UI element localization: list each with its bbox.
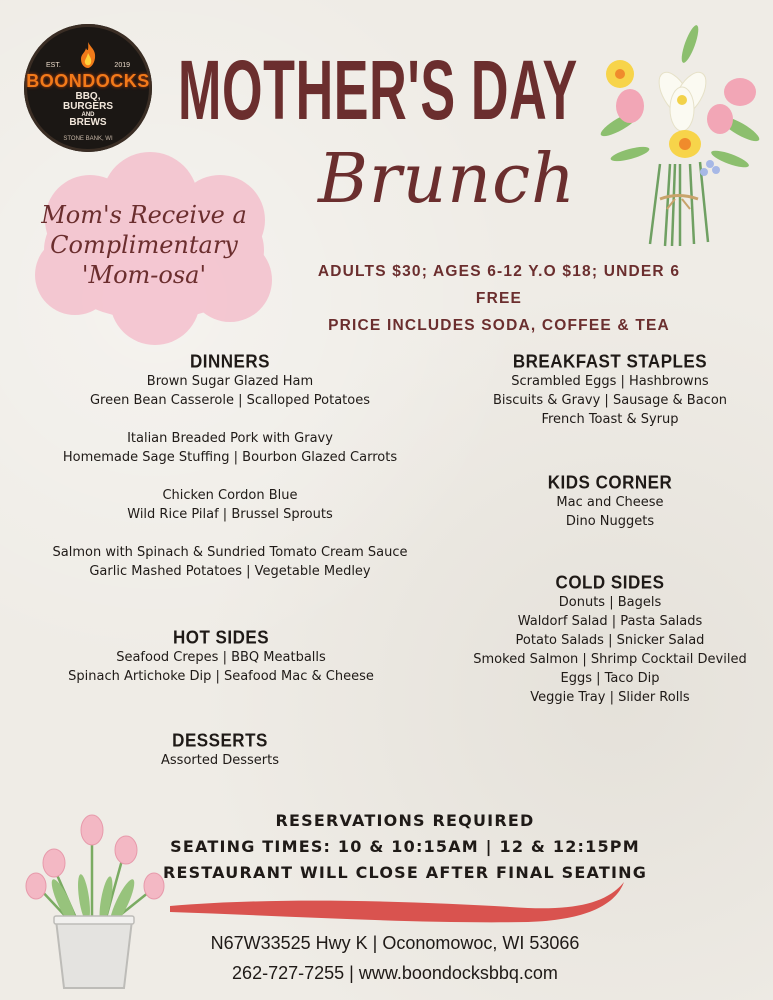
menu-item: Waldorf Salad | Pasta Salads (517, 614, 703, 629)
kids-section (460, 473, 760, 531)
menu-item: Scrambled Eggs | Hashbrowns (511, 374, 709, 389)
menu-item: Potato Salads | Snicker Salad (515, 633, 705, 648)
menu-item: Smoked Salmon | Shrimp Cocktail Deviled (473, 652, 747, 667)
reservations-line-3: RESTAURANT WILL CLOSE AFTER FINAL SEATING (162, 863, 648, 882)
desserts-heading: DESSERTS (172, 730, 268, 751)
menu-item: Italian Breaded Pork with Gravy (127, 431, 333, 446)
logo-sub-4: BREWS (69, 116, 107, 128)
page-title: MOTHER'S DAY (178, 43, 578, 137)
pricing-line-1: ADULTS $30; AGES 6-12 Y.O $18; UNDER 6 FREE (317, 263, 681, 307)
breakfast-heading: BREAKFAST STAPLES (512, 351, 708, 372)
menu-item: Biscuits & Gravy | Sausage & Bacon (492, 393, 728, 408)
page-subtitle: Brunch (318, 140, 576, 219)
menu-item: Wild Rice Pilaf | Brussel Sprouts (127, 507, 333, 522)
hot-sides-heading: HOT SIDES (172, 627, 270, 648)
menu-item: Donuts | Bagels (558, 595, 662, 610)
promo-line-2: Complimentary (50, 231, 238, 259)
breakfast-section (460, 352, 760, 429)
menu-item: Assorted Desserts (161, 753, 279, 768)
phone-website-text: 262-727-7255 | www.boondocksbbq.com (232, 963, 558, 983)
menu-item: Veggie Tray | Slider Rolls (530, 690, 690, 705)
menu-item: French Toast & Syrup (541, 412, 679, 427)
menu-item: Dino Nuggets (565, 514, 655, 529)
menu-item: Seafood Crepes | BBQ Meatballs (116, 650, 326, 665)
dinners-heading: DINNERS (189, 351, 270, 372)
menu-item: Eggs | Taco Dip (560, 671, 660, 686)
menu-item: Salmon with Spinach & Sundried Tomato Cream Sauce (52, 545, 408, 560)
menu-item: Chicken Cordon Blue (162, 488, 298, 503)
address-text: N67W33525 Hwy K | Oconomowoc, WI 53066 (210, 933, 580, 953)
cold-sides-heading: COLD SIDES (555, 572, 665, 593)
reservations-line-1: RESERVATIONS REQUIRED (275, 811, 535, 830)
promo-line-1: Mom's Receive a (41, 201, 247, 229)
pricing-line-2: PRICE INCLUDES SODA, COFFEE & TEA (328, 317, 670, 334)
desserts-section (120, 731, 320, 770)
kids-heading: KIDS CORNER (547, 472, 673, 493)
logo-sub-1: BBQ, (75, 90, 101, 102)
menu-item: Spinach Artichoke Dip | Seafood Mac & Cheese (68, 669, 374, 684)
logo-est: EST. (46, 62, 61, 69)
logo-sub-3: AND (81, 111, 95, 118)
logo-place: STONE BANK, WI (63, 136, 113, 142)
promo-line-3: 'Mom-osa' (81, 261, 207, 289)
menu-item: Brown Sugar Glazed Ham (146, 374, 314, 389)
promo-text (36, 200, 252, 290)
logo-year: 2019 (114, 62, 130, 69)
menu-item: Green Bean Casserole | Scalloped Potatoes (89, 393, 370, 408)
menu-item: Homemade Sage Stuffing | Bourbon Glazed Carrots (62, 450, 398, 465)
menu-item: Mac and Cheese (556, 495, 664, 510)
dinners-section (40, 352, 420, 581)
pricing (294, 258, 704, 339)
logo-sub-2: BURGERS (62, 100, 113, 112)
boondocks-logo (24, 24, 152, 152)
flower-bouquet-illustration (590, 14, 770, 254)
menu-item: Garlic Mashed Potatoes | Vegetable Medley (89, 564, 371, 579)
reservations-line-2: SEATING TIMES: 10 & 10:15AM | 12 & 12:15PM (170, 837, 640, 856)
red-brush-swoosh (168, 872, 628, 932)
contact-info (150, 928, 640, 988)
cold-sides-section (460, 573, 760, 707)
logo-name: BOONDOCKS (26, 70, 150, 91)
hot-sides-section (40, 628, 402, 686)
